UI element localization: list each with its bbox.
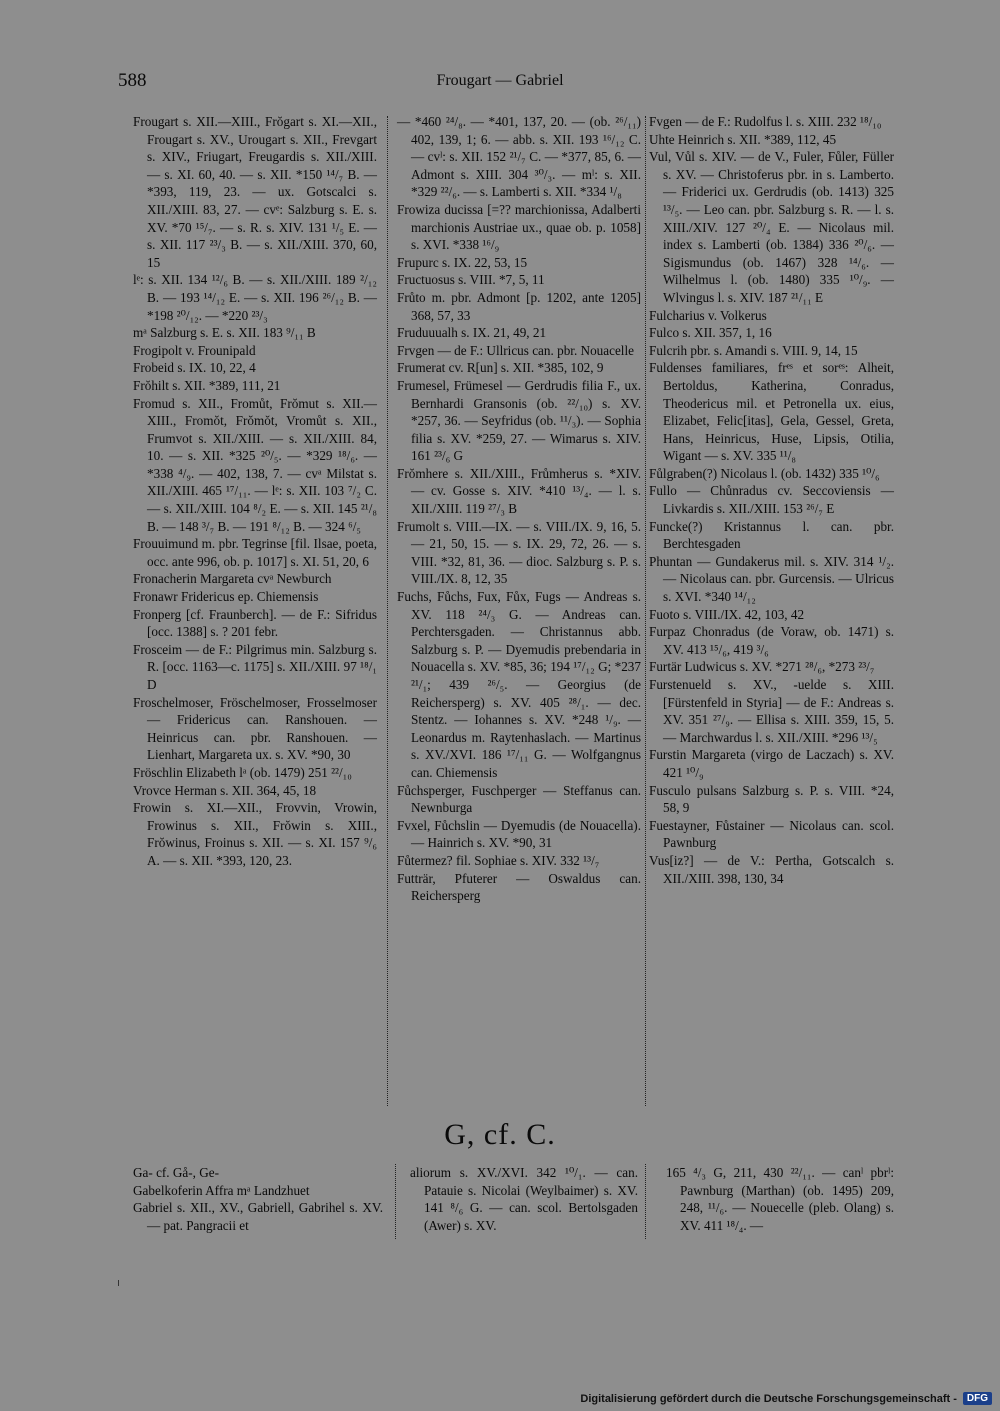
- index-entry: Fructuosus s. VIII. *7, 5, 11: [397, 272, 545, 288]
- index-entry: Froschelmoser, Fröschelmoser, Frosselmoser — Fridericus can. Ranshouen. — Heinricus can. pbr. Ranshouen. — Lienhart, Margareta ux. s. XV. *90, 30: [133, 694, 377, 763]
- column-divider: [387, 116, 388, 1106]
- index-entry: Vul, Vůl s. XIV. — de V., Fuler, Fůler, Füller s. XV. — Christoferus pbr. in s. Lamberto. — Friderici ux. Gerdrudis (ob. 1413) 325 ¹³/₅. — Leo can. pbr. Salzburg s. R. — l. s. XIII./XIV. 127 ²⁰/₄ E. — Nicolaus mil. index s. Lamberti (ob. 1384) 336 ²⁰/₆. — Sigismundus (ob. 1467) 328 ¹⁴/₆. — Wilhelmus l. (ob. 1480) 335 ¹⁰/₉. — Wlvingus l. s. XIV. 187 ²¹/₁₁ E: [649, 149, 894, 305]
- index-entry: Vus[iz?] — de V.: Pertha, Gotscalch s. XII./XIII. 398, 130, 34: [649, 852, 894, 886]
- index-entry: Frouuimund m. pbr. Tegrinse [fil. Ilsae, poeta, occ. ante 996, ob. p. 1017] s. XI. 51, 20, 6: [133, 536, 377, 569]
- index-entry: Uhte Heinrich s. XII. *389, 112, 45: [649, 131, 837, 147]
- footer-credit: Digitalisierung gefördert durch die Deutsche Forschungsgemeinschaft -: [580, 1392, 957, 1405]
- index-entry: Fronperg [cf. Fraunberch]. — de F.: Sifridus [occ. 1388] s. ? 201 febr.: [133, 606, 377, 640]
- margin-mark: [118, 1280, 119, 1286]
- index-entry: Futträr, Pfuterer — Oswaldus can. Reichersperg: [397, 870, 641, 904]
- index-entry: Frupurc s. IX. 22, 53, 15: [397, 254, 528, 270]
- index-entry: Fusculo pulsans Salzburg s. P. s. VIII. *24, 58, 9: [649, 782, 894, 816]
- index-entry: Fůlgraben(?) Nicolaus l. (ob. 1432) 335 ¹⁰/₆: [649, 465, 880, 481]
- index-entry: Frvgen — de F.: Ullricus can. pbr. Nouacelle: [397, 342, 634, 358]
- dfg-logo: DFG: [963, 1392, 992, 1405]
- index-entry: Frogipolt v. Frounipald: [133, 342, 256, 358]
- column-divider: [395, 1164, 396, 1239]
- index-entry: Frŏmhere s. XII./XIII., Frůmherus s. *XIV. — cv. Gosse s. XIV. *410 ¹³/₄. — l. s. XII./XIII. 119 ²⁷/₃ B: [397, 465, 641, 517]
- column-right: [649, 113, 894, 887]
- index-entry: Furpaz Chonradus (de Voraw, ob. 1471) s. XV. 413 ¹⁵/₆, 419 ³/₆: [649, 624, 894, 657]
- index-entry: Fuestayner, Fůstainer — Nicolaus can. scol. Pawnburg: [649, 817, 894, 851]
- index-entry: mᵃ Salzburg s. E. s. XII. 183 ⁹/₁₁ B: [133, 325, 316, 341]
- index-entry: Fruduuualh s. IX. 21, 49, 21: [397, 325, 547, 341]
- index-entry: Fromud s. XII., Fromůt, Frŏmut s. XII.—XIII., Fromŏt, Frŏmŏt, Vromůt s. XII., Frumvot s. XII./XIII. — s. XII./XIII. 84, 10. — s. XII. *325 ²⁰/₅. — *329 ¹⁸/₆. — *338 ⁴/₉. — 402, 138, 7. — cvᵃ Milstat s. XII./XIII. 465 ¹⁷/₁₁. — lᵉ: s. XII. 103 ⁷/₂ C. — s. XII./XIII. 104 ⁸/₂ E. — s. XII. 145 ²¹/₈ B. — 148 ³/₇ B. — 191 ⁸/₁₂ B. — 324 ⁶/₅: [133, 395, 377, 534]
- index-entry: Frumerat cv. R[un] s. XII. *385, 102, 9: [397, 360, 604, 376]
- index-entry: 165 ⁴/₃ G, 211, 430 ²²/₁₁. — canˡ pbrˡ: Pawnburg (Marthan) (ob. 1495) 209, 248, ¹¹/₆. — Nouecelle (pleb. Olang) s. XV. 411 ¹⁸/₄. —: [666, 1165, 894, 1233]
- index-entry: Funcke(?) Kristannus l. can. pbr. Berchtesgaden: [649, 518, 894, 552]
- index-entry: Gabriel s. XII., XV., Gabriell, Gabrihel s. XV. — pat. Pangracii et: [133, 1200, 383, 1233]
- section-column-middle: [410, 1164, 638, 1234]
- index-entry: Fulco s. XII. 357, 1, 16: [649, 325, 772, 341]
- index-entry: Fvgen — de F.: Rudolfus l. s. XIII. 232 ¹⁸/₁₀: [649, 114, 882, 129]
- index-entry: Furtär Ludwicus s. XV. *271 ²⁸/₆, *273 ²³/₇: [649, 659, 875, 675]
- running-head: Frougart — Gabriel: [436, 72, 564, 89]
- index-entry: Phuntan — Gundakerus mil. s. XIV. 314 ¹/₂. — Nicolaus can. pbr. Gurcensis. — Ulricus s. XVI. *340 ¹⁴/₁₂: [649, 553, 894, 605]
- index-entry: Fvxel, Fůchslin — Dyemudis (de Nouacella). — Hainrich s. XV. *90, 31: [397, 817, 641, 851]
- index-entry: Frobeid s. IX. 10, 22, 4: [133, 360, 256, 376]
- index-entry: Fulcharius v. Volkerus: [649, 307, 767, 323]
- section-title: G, cf. C.: [444, 1118, 556, 1151]
- index-entry: Fronacherin Margareta cvᵃ Newburch: [133, 571, 332, 587]
- index-entry: lᵉ: s. XII. 134 ¹²/₆ B. — s. XII./XIII. 189 ²/₁₂ B. — 193 ¹⁴/₁₂ E. — s. XII. 196 ²⁶/₁₂ B. — *198 ²⁰/₁₂. — *220 ²³/₃: [133, 272, 377, 323]
- index-entry: Fröschlin Elizabeth lᵃ (ob. 1479) 251 ²²/₁₀: [133, 764, 352, 780]
- footer: [580, 1392, 992, 1405]
- index-entry: Vrovce Herman s. XII. 364, 45, 18: [133, 782, 317, 798]
- index-entry: — *460 ²⁴/₈. — *401, 137, 20. — (ob. ²⁶/₁₁) 402, 139, 1; 6. — abb. s. XII. 193 ¹⁶/₁₂ C. — cvˡ: s. XII. 152 ²¹/₇ C. — *377, 85, 6. — Admont s. XIII. 304 ³⁰/₃. — mˡ: s. XII. *329 ²²/₆. — s. Lamberti s. XII. *334 ¹/₈: [397, 114, 641, 200]
- index-entry: aliorum s. XV./XVI. 342 ¹⁰/₁. — can. Patauie s. Nicolai (Weylbaimer) s. XV. 141 ⁸/₆ G. — can. scol. Bertolsgaden (Awer) s. XV.: [410, 1165, 638, 1233]
- index-entry: Fůtermez? fil. Sophiae s. XIV. 332 ¹³/₇: [397, 852, 600, 868]
- index-entry: Frowin s. XI.—XII., Frovvin, Vrowin, Frowinus s. XII., Frŏwin s. XIII., Frŏwinus, Froinus s. XII. — s. XI. 157 ⁹/₆ A. — s. XII. *393, 120, 23.: [133, 800, 377, 868]
- index-entry: Furstenueld s. XV., -uelde s. XIII. [Fürstenfeld in Styria] — de F.: Andreas s. XV. 351 ²⁷/₉. — Ellisa s. XIII. 359, 15, 5. — Marchwardus l. s. XII./XIII. *296 ¹³/₅: [649, 677, 894, 745]
- index-entry: Frumolt s. VIII.—IX. — s. VIII./IX. 9, 16, 5. — 21, 50, 15. — s. IX. 29, 72, 26. — s. VIII. *32, 81, 36. — dioc. Salzburg s. P. s. VIII./IX. 8, 12, 35: [397, 518, 641, 587]
- index-entry: Frŏhilt s. XII. *389, 111, 21: [133, 377, 281, 393]
- index-entry: Gabelkoferin Affra mᵃ Landzhuet: [133, 1182, 310, 1198]
- index-entry: Frowiza ducissa [=?? marchionissa, Adalberti marchionis Austriae ux., quae ob. p. 1058] s. XVI. *338 ¹⁶/₉: [397, 201, 641, 253]
- index-entry: Fulcrih pbr. s. Amandi s. VIII. 9, 14, 15: [649, 342, 858, 358]
- page-number: 588: [118, 70, 147, 91]
- column-divider: [645, 116, 646, 1106]
- index-entry: Frosceim — de F.: Pilgrimus min. Salzburg s. R. [occ. 1163—c. 1175] s. XII./XIII. 97 ¹⁸/₁ D: [133, 641, 377, 692]
- column-left: [133, 113, 377, 870]
- index-entry: Frůto m. pbr. Admont [p. 1202, ante 1205] 368, 57, 33: [397, 289, 641, 323]
- index-entry: Fůchsperger, Fuschperger — Steffanus can. Newnburga: [397, 782, 641, 816]
- index-entry: Fuldenses familiares, frᵉˢ et sorᵉˢ: Alheit, Bertoldus, Katherina, Conradus, Theodericus mil. et Petronella ux. eius, Elizabet, Felic[itas], Gela, Gessel, Greta, Hans, Heinricus, Huse, Lipsis, Otilia, Wigant — s. XV. 335 ¹¹/₈: [649, 360, 894, 464]
- column-divider: [645, 1164, 646, 1239]
- index-entry: Furstin Margareta (virgo de Laczach) s. XV. 421 ¹⁰/₉: [649, 747, 894, 780]
- index-entry: Fullo — Chůnradus cv. Seccoviensis — Livkardis s. XII./XIII. 153 ²⁶/₇ E: [649, 483, 894, 517]
- index-entry: Fronawr Fridericus ep. Chiemensis: [133, 589, 319, 605]
- index-entry: Frougart s. XII.—XIII., Frŏgart s. XI.—XII., Frougart s. XV., Urougart s. XII., Frevgart s. XIV., Friugart, Freugardis s. XII./XIII. — s. XI. 60, 40. — s. XII. *150 ¹⁴/₇ B. — *393, 119, 23. — ux. Gotscalci s. XII./XIII. 83, 27. — cvᵉ: Salzburg s. E. s. XV. *70 ¹⁵/₇. — s. R. s. XIV. 131 ¹/₅ E. — s. XII. 117 ²³/₃ B. — s. XII./XIII. 370, 60, 15: [133, 114, 377, 270]
- column-middle: [397, 113, 641, 905]
- index-entry: Fuchs, Fůchs, Fux, Fůx, Fugs — Andreas s. XV. 118 ²⁴/₃ G. — Andreas can. Perchtersgaden. — Christannus abb. Salzburg s. P. — Dyemudis prebendaria in Nouacella s. XV. *85, 36; 194 ¹⁷/₁₂ G; *237 ²¹/₁; 439 ²⁶/₅. — Georgius (de Reichersperg) s. XV. 405 ²⁸/₁. — dec. Stentz. — Iohannes s. XV. *248 ¹/₉. — Leonardus m. Raytenhaslach. — Martinus s. XV./XVI. 186 ¹⁷/₁₁ G. — Wolfgangnus can. Chiemensis: [397, 589, 641, 780]
- section-column-right: [666, 1164, 894, 1234]
- index-entry: Ga- cf. Gå-, Ge-: [133, 1165, 220, 1180]
- index-entry: Frumesel, Frümesel — Gerdrudis filia F., ux. Bernhardi Gransonis (ob. ²²/₁₀) s. XV. *257, 36. — Seyfridus (ob. ¹¹/₃). — Sophia filia s. XV. *259, 27. — Wimarus s. XIV. 161 ²³/₆ G: [397, 377, 641, 464]
- section-column-left: [133, 1164, 383, 1234]
- index-entry: Fuoto s. VIII./IX. 42, 103, 42: [649, 606, 805, 622]
